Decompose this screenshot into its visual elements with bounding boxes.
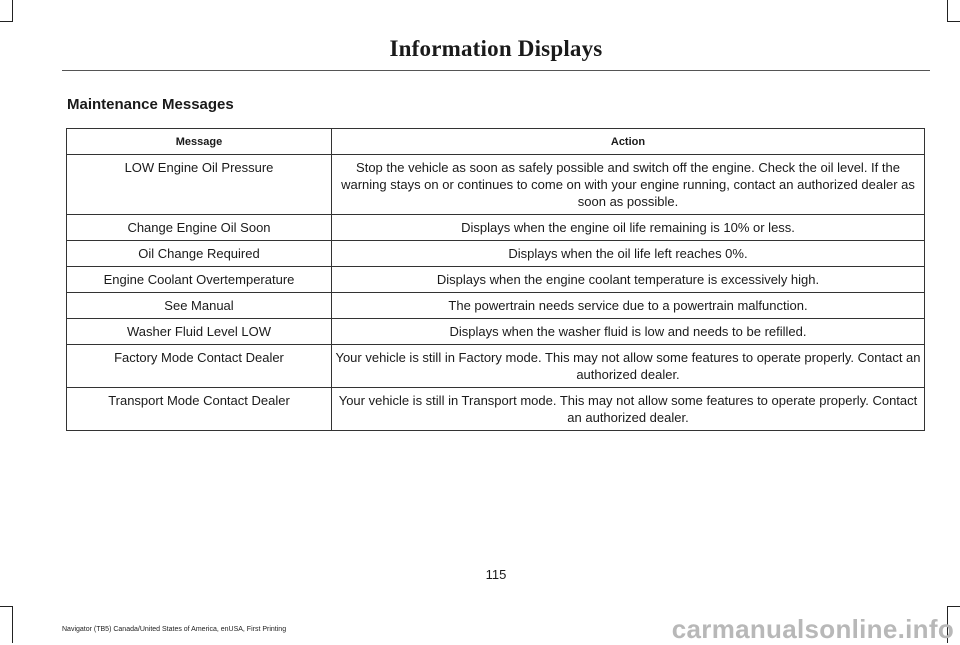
watermark: carmanualsonline.info [671,614,954,644]
table-row [67,241,925,267]
table-row [67,293,925,319]
section-heading: Maintenance Messages [67,96,234,113]
message-cell: See Manual [67,293,332,319]
crop-mark-top-left-vertical [12,0,13,22]
column-header-action: Action [332,129,925,155]
table-row [67,319,925,345]
crop-mark-top-right-vertical [947,0,948,22]
column-header-message: Message [67,129,332,155]
crop-mark-bottom-left-horizontal [0,606,13,607]
crop-mark-bottom-right-horizontal [947,606,960,607]
message-cell: Change Engine Oil Soon [67,215,332,241]
message-cell: Transport Mode Contact Dealer [67,388,332,431]
action-cell: Your vehicle is still in Factory mode. This may not allow some features to operate properly. Contact an authorized dealer. [332,345,925,388]
header-divider [62,70,930,71]
action-cell: Displays when the oil life left reaches 0%. [332,241,925,267]
page-number: 115 [485,567,507,582]
message-cell: Engine Coolant Overtemperature [67,267,332,293]
crop-mark-top-right-horizontal [947,21,960,22]
action-cell: Stop the vehicle as soon as safely possible and switch off the engine. Check the oil level. If the warning stays on or continues to come on with your engine running, contact an authorized dealer as soon as possible. [332,155,925,215]
crop-mark-top-left-horizontal [0,21,13,22]
table-header-row [67,129,925,155]
footer-edition-text: Navigator (TB5) Canada/United States of America, enUSA, First Printing [62,626,287,633]
maintenance-messages-table [66,128,925,431]
message-cell: Factory Mode Contact Dealer [67,345,332,388]
action-cell: The powertrain needs service due to a powertrain malfunction. [332,293,925,319]
table-row [67,215,925,241]
message-cell: LOW Engine Oil Pressure [67,155,332,215]
crop-mark-bottom-left-vertical [12,606,13,643]
table-row [67,267,925,293]
table-row [67,388,925,431]
message-cell: Oil Change Required [67,241,332,267]
message-cell: Washer Fluid Level LOW [67,319,332,345]
page-header-title: Information Displays [389,36,603,61]
action-cell: Displays when the engine coolant temperature is excessively high. [332,267,925,293]
action-cell: Your vehicle is still in Transport mode. This may not allow some features to operate properly. Contact an authorized dealer. [332,388,925,431]
action-cell: Displays when the washer fluid is low and needs to be refilled. [332,319,925,345]
table-row [67,345,925,388]
action-cell: Displays when the engine oil life remaining is 10% or less. [332,215,925,241]
table-row [67,155,925,215]
